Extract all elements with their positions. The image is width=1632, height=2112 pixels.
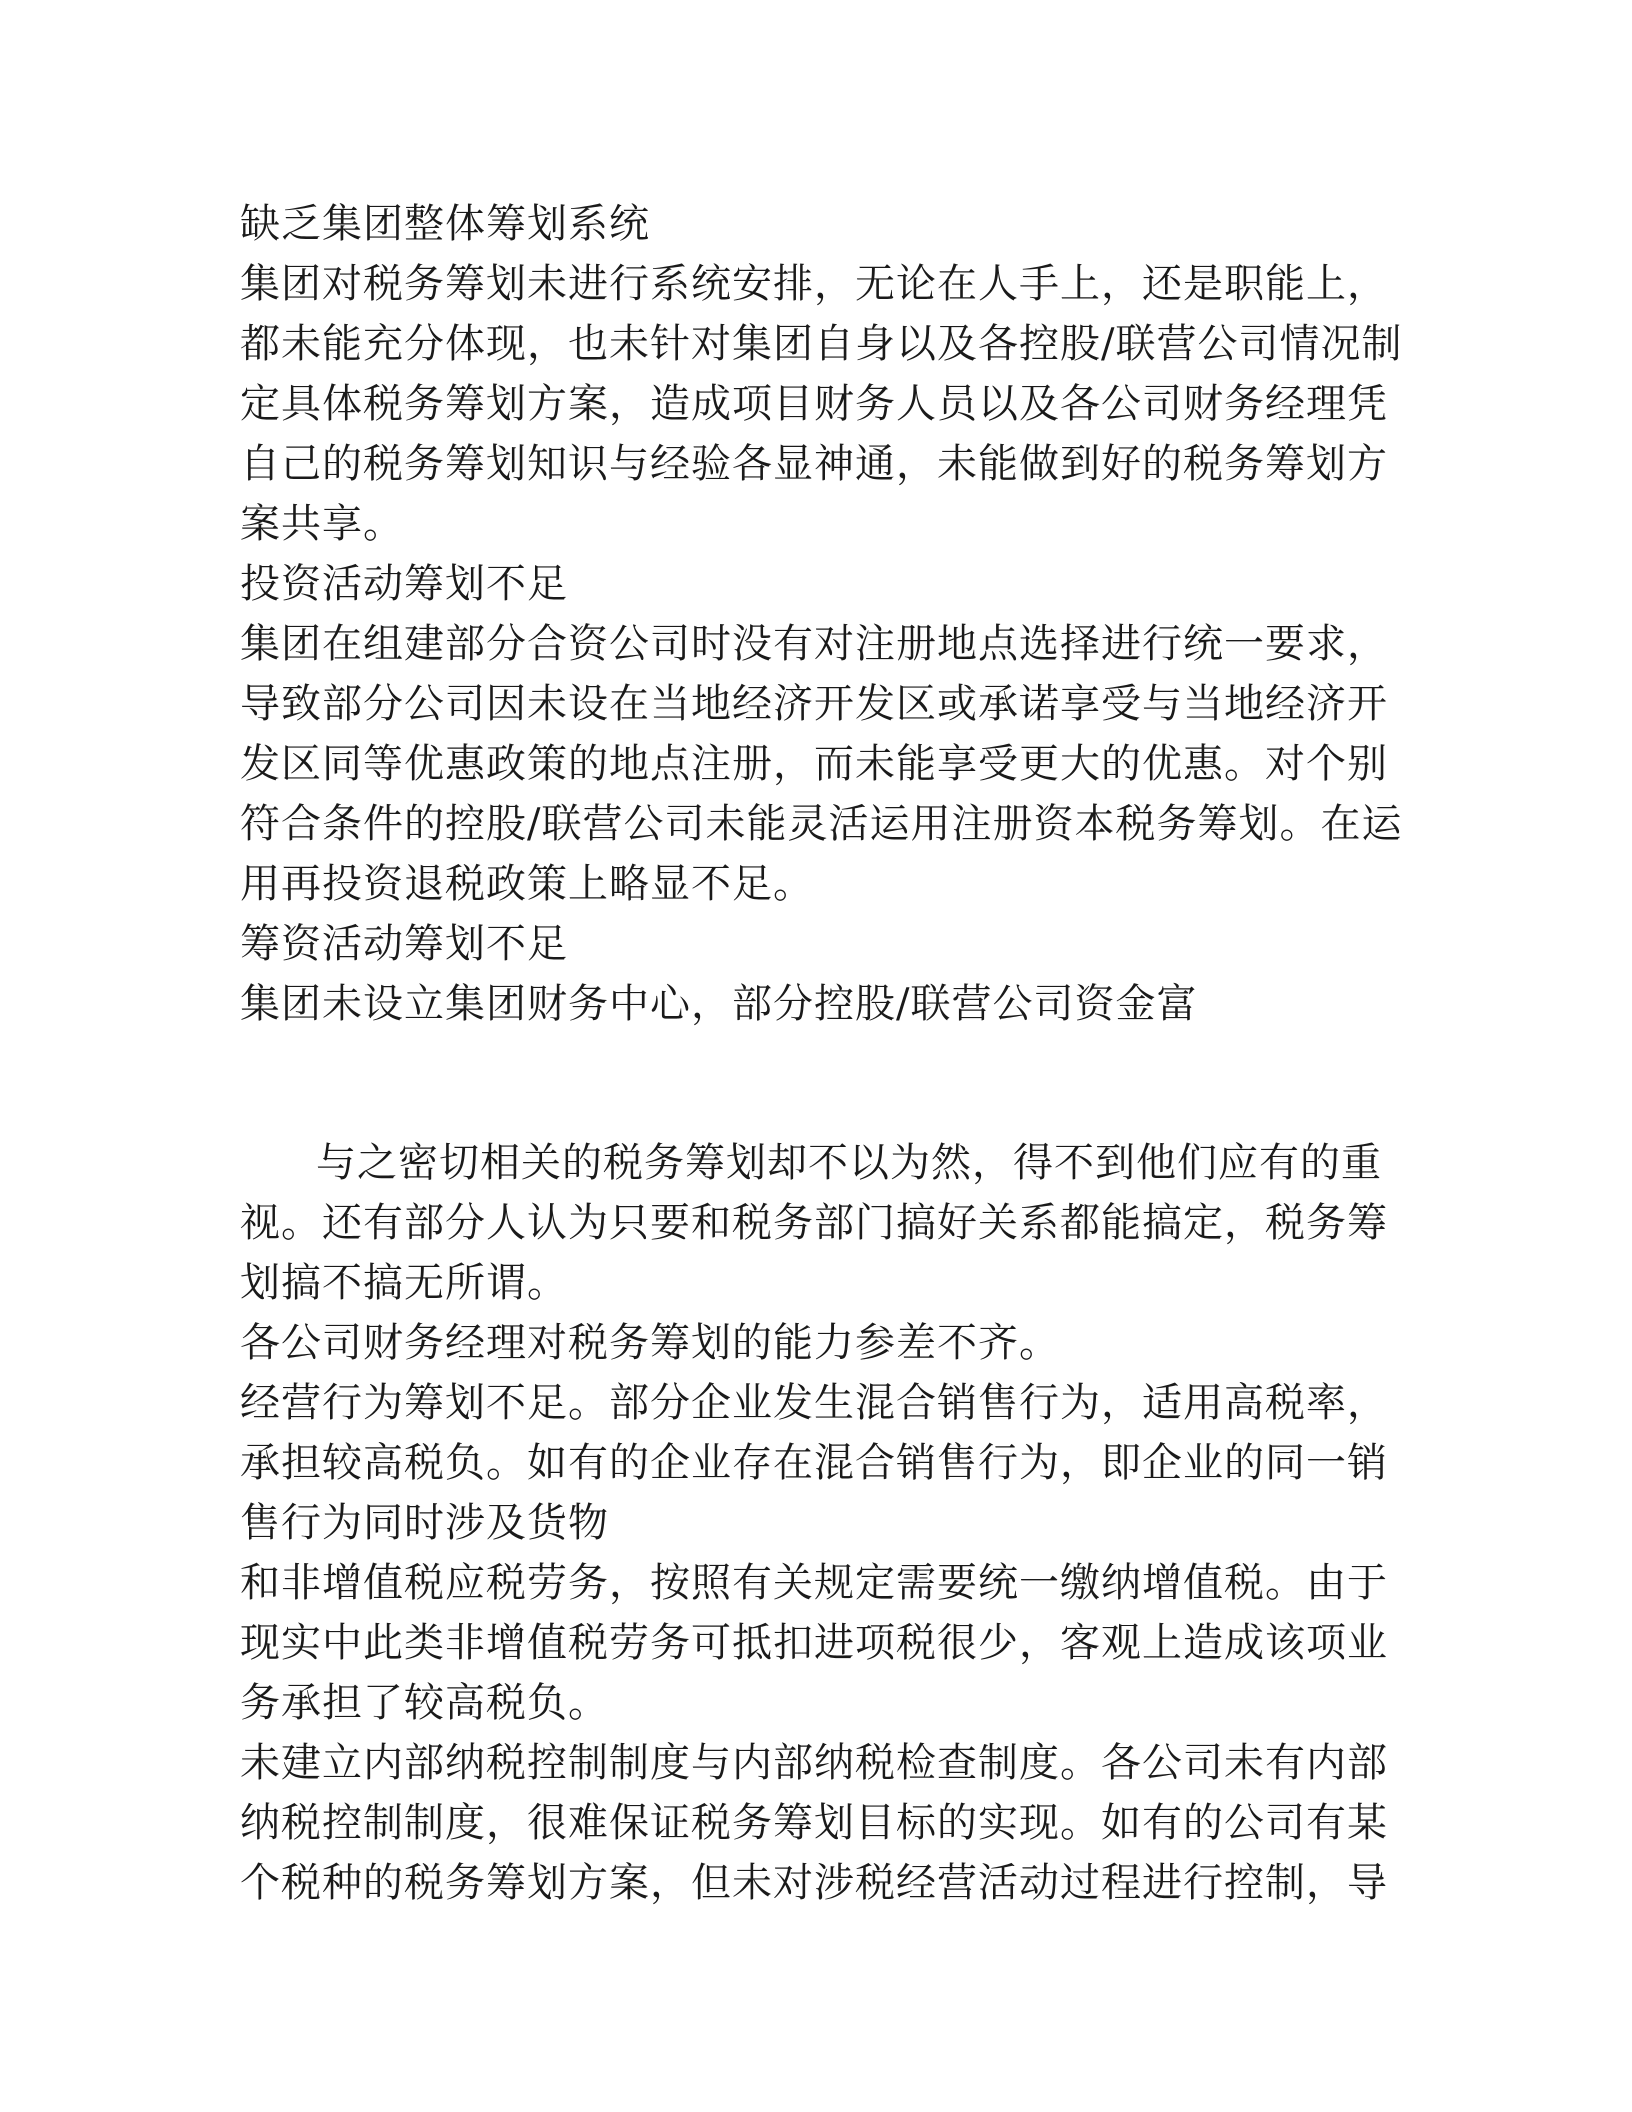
paragraph-line: 都未能充分体现，也未针对集团自身以及各控股/联营公司情况制 xyxy=(240,321,1403,367)
text-block-lower xyxy=(240,1133,1390,1913)
heading-line: 投资活动筹划不足 xyxy=(240,561,568,607)
paragraph-line: 纳税控制制度，很难保证税务筹划目标的实现。如有的公司有某 xyxy=(240,1800,1388,1846)
paragraph-line: 经营行为筹划不足。部分企业发生混合销售行为，适用高税率， xyxy=(240,1380,1388,1426)
paragraph-line: 各公司财务经理对税务筹划的能力参差不齐。 xyxy=(240,1320,1060,1366)
paragraph-line: 现实中此类非增值税劳务可抵扣进项税很少，客观上造成该项业 xyxy=(240,1620,1388,1666)
paragraph-line: 集团在组建部分合资公司时没有对注册地点选择进行统一要求， xyxy=(240,621,1388,667)
heading-line: 筹资活动筹划不足 xyxy=(240,921,568,967)
paragraph-line: 定具体税务筹划方案，造成项目财务人员以及各公司财务经理凭 xyxy=(240,381,1388,427)
paragraph-line: 符合条件的控股/联营公司未能灵活运用注册资本税务筹划。在运 xyxy=(240,801,1403,847)
paragraph-line: 与之密切相关的税务筹划却不以为然，得不到他们应有的重 xyxy=(316,1140,1382,1186)
heading-line: 缺乏集团整体筹划系统 xyxy=(240,201,650,247)
paragraph-line: 视。还有部分人认为只要和税务部门搞好关系都能搞定，税务筹 xyxy=(240,1200,1388,1246)
text-block-upper xyxy=(240,194,1403,1034)
paragraph-line: 承担较高税负。如有的企业存在混合销售行为，即企业的同一销 xyxy=(240,1440,1388,1486)
paragraph-line: 和非增值税应税劳务，按照有关规定需要统一缴纳增值税。由于 xyxy=(240,1560,1388,1606)
paragraph-line: 用再投资退税政策上略显不足。 xyxy=(240,861,814,907)
paragraph-line: 售行为同时涉及货物 xyxy=(240,1500,609,1546)
paragraph-line: 划搞不搞无所谓。 xyxy=(240,1260,568,1306)
paragraph-line: 集团对税务筹划未进行系统安排，无论在人手上，还是职能上， xyxy=(240,261,1388,307)
paragraph-line: 发区同等优惠政策的地点注册，而未能享受更大的优惠。对个别 xyxy=(240,741,1388,787)
paragraph-line: 个税种的税务筹划方案，但未对涉税经营活动过程进行控制，导 xyxy=(240,1860,1388,1906)
paragraph-line: 案共享。 xyxy=(240,501,404,547)
paragraph-line: 务承担了较高税负。 xyxy=(240,1680,609,1726)
paragraph-line: 集团未设立集团财务中心，部分控股/联营公司资金富 xyxy=(240,981,1198,1027)
paragraph-line: 自己的税务筹划知识与经验各显神通，未能做到好的税务筹划方 xyxy=(240,441,1388,487)
paragraph-line: 导致部分公司因未设在当地经济开发区或承诺享受与当地经济开 xyxy=(240,681,1388,727)
paragraph-line: 未建立内部纳税控制制度与内部纳税检查制度。各公司未有内部 xyxy=(240,1740,1388,1786)
